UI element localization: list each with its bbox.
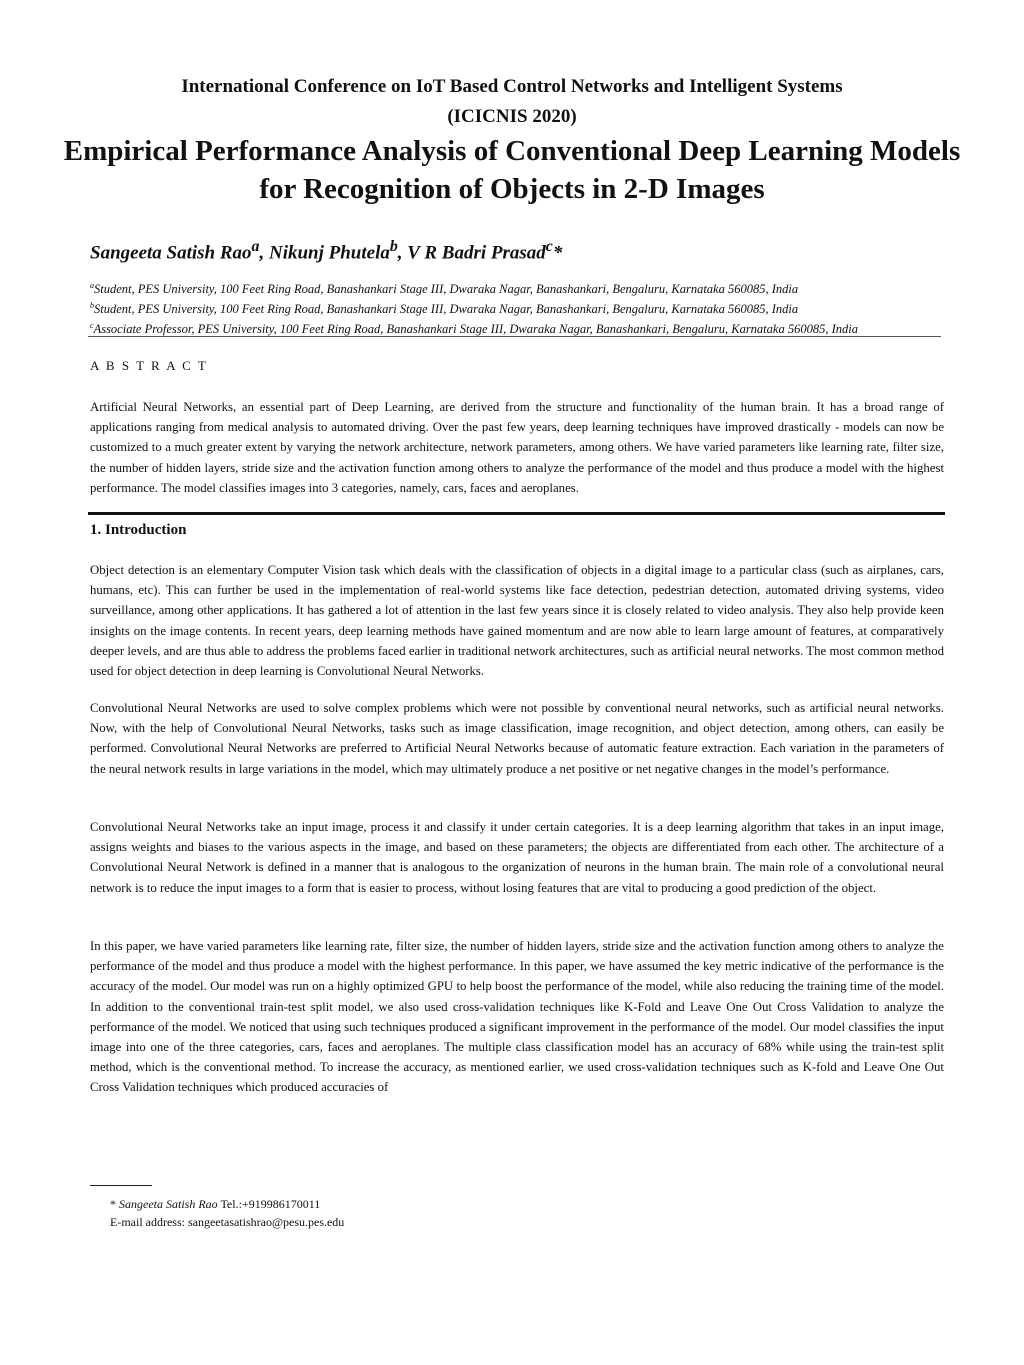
conference-acronym: (ICICNIS 2020): [447, 106, 577, 127]
affiliation-text: Associate Professor, PES University, 100 Feet Ring Road, Banashankari Stage III, Dwaraka Nagar, Banashankari, Bengaluru, Karnataka 560085, India: [93, 322, 858, 337]
footnote-divider: [90, 1185, 152, 1186]
author-superscript: c: [545, 238, 553, 255]
affiliation-superscript: c: [90, 321, 94, 330]
introduction-paragraph-1: Object detection is an elementary Computer Vision task which deals with the classification of objects in a digital image to a particular class (such as airplanes, cars, humans, etc). This can further be used in the implementation of real-world systems like face detection, pedestrian detection, automated driving systems, video surveillance, among other applications. It has gathered a lot of attention in the last few years since it is closely related to video analysis. They also help provide keen insights on the image contents. In recent years, deep learning methods have gained momentum and are now able to learn large amount of features, at comparatively deeper levels, and are thus able to address the problems faced earlier in traditional network architectures, such as artificial neural networks. The most common method used for object detection in deep learning is Convolutional Neural Networks.: [90, 563, 944, 679]
footnote-marker: *: [110, 1197, 119, 1211]
conference-name: International Conference on IoT Based Control Networks and Intelligent Systems: [181, 76, 843, 97]
footnote-phone: Tel.:+919986170011: [217, 1197, 321, 1211]
section-divider: [88, 512, 945, 515]
affiliation-c: [90, 318, 950, 337]
affiliation-divider: [88, 336, 941, 337]
affiliation-superscript: a: [90, 281, 94, 290]
footnote-email: E-mail address: sangeetasatishrao@pesu.pes.edu: [110, 1215, 345, 1229]
author-name: V R Badri Prasad: [407, 242, 546, 264]
abstract-heading: A B S T R A C T: [90, 358, 208, 373]
footnote-contact: [110, 1196, 320, 1212]
author-name: Nikunj Phutela: [268, 242, 390, 264]
footnote-author: Sangeeta Satish Rao: [119, 1197, 218, 1211]
affiliation-text: Student, PES University, 100 Feet Ring Road, Banashankari Stage III, Dwaraka Nagar, Banashankari, Bengaluru, Karnataka 560085, India: [94, 282, 799, 297]
author-name: Sangeeta Satish Rao: [90, 242, 252, 264]
paper-title-line-1: Empirical Performance Analysis of Conventional Deep Learning Models: [63, 135, 961, 167]
affiliation-b: [90, 298, 950, 317]
author-superscript: b: [389, 238, 398, 255]
abstract-text: Artificial Neural Networks, an essential part of Deep Learning, are derived from the structure and functionality of the human brain. It has a broad range of applications ranging from medical analysis to automated driving. Over the past few years, deep learning techniques have improved drastically - models can now be customized to a much greater extent by varying the network architecture, network parameters, among others. We have varied parameters like learning rate, filter size, the number of hidden layers, stride size and the activation function among others to analyze the performance of the model and thus produce a model with the highest performance. The model classifies images into 3 categories, namely, cars, faces and aeroplanes.: [90, 400, 944, 495]
author-separator: ,: [259, 242, 269, 264]
introduction-paragraph-4: In this paper, we have varied parameters like learning rate, filter size, the number of hidden layers, stride size and the activation function among others to analyze the performance of the model and thus produce a model with the highest performance. In this paper, we have assumed the key metric indicative of the performance is the accuracy of the model. Our model was run on a highly optimized GPU to help boost the performance of the model, while also reducing the training time of the model. In addition to the conventional train-test split model, we also used cross-validation techniques like K-Fold and Leave One Out Cross Validation to analyze the performance of the model. We noticed that using such techniques produced a significant improvement in the performance of the model. Our model classifies the input image into one of the three categories, cars, faces and aeroplanes. The multiple class classification model has an accuracy of 68% while using the train-test split method, which is the conventional method. To increase the accuracy, as mentioned earlier, we used cross-validation techniques such as K-fold and Leave One Out Cross Validation techniques which produced accuracies of: [90, 939, 944, 1095]
affiliation-a: [90, 278, 950, 297]
affiliation-text: Student, PES University, 100 Feet Ring Road, Banashankari Stage III, Dwaraka Nagar, Banashankari, Bengaluru, Karnataka 560085, India: [94, 302, 799, 317]
author-superscript: a: [251, 238, 260, 255]
author-separator: ,: [397, 242, 408, 264]
section-heading-introduction: 1. Introduction: [90, 522, 187, 538]
introduction-paragraph-3: Convolutional Neural Networks take an input image, process it and classify it under certain categories. It is a deep learning algorithm that takes in an input image, assigns weights and biases to the various aspects in the image, and based on these parameters; the objects are differentiated from each other. The architecture of a Convolutional Neural Network is defined in a manner that is analogous to the organization of neurons in the human brain. The main role of a convolutional neural network is to reduce the input images to a form that is easier to process, without losing features that are vital to producing a good prediction of the object.: [90, 820, 944, 895]
author-separator: *: [552, 242, 563, 264]
author-list: [90, 235, 950, 265]
affiliation-superscript: b: [90, 301, 94, 310]
paper-title-line-2: for Recognition of Objects in 2-D Images: [259, 173, 765, 205]
introduction-paragraph-2: Convolutional Neural Networks are used to solve complex problems which were not possible by conventional neural networks, such as artificial neural networks. Now, with the help of Convolutional Neural Networks, tasks such as image classification, image recognition, and object detection, among others, can easily be performed. Convolutional Neural Networks are preferred to Artificial Neural Networks because of automatic feature extraction. Each variation in the parameters of the neural network results in large variations in the model, which may ultimately produce a net positive or net negative changes in the model’s performance.: [90, 701, 944, 776]
